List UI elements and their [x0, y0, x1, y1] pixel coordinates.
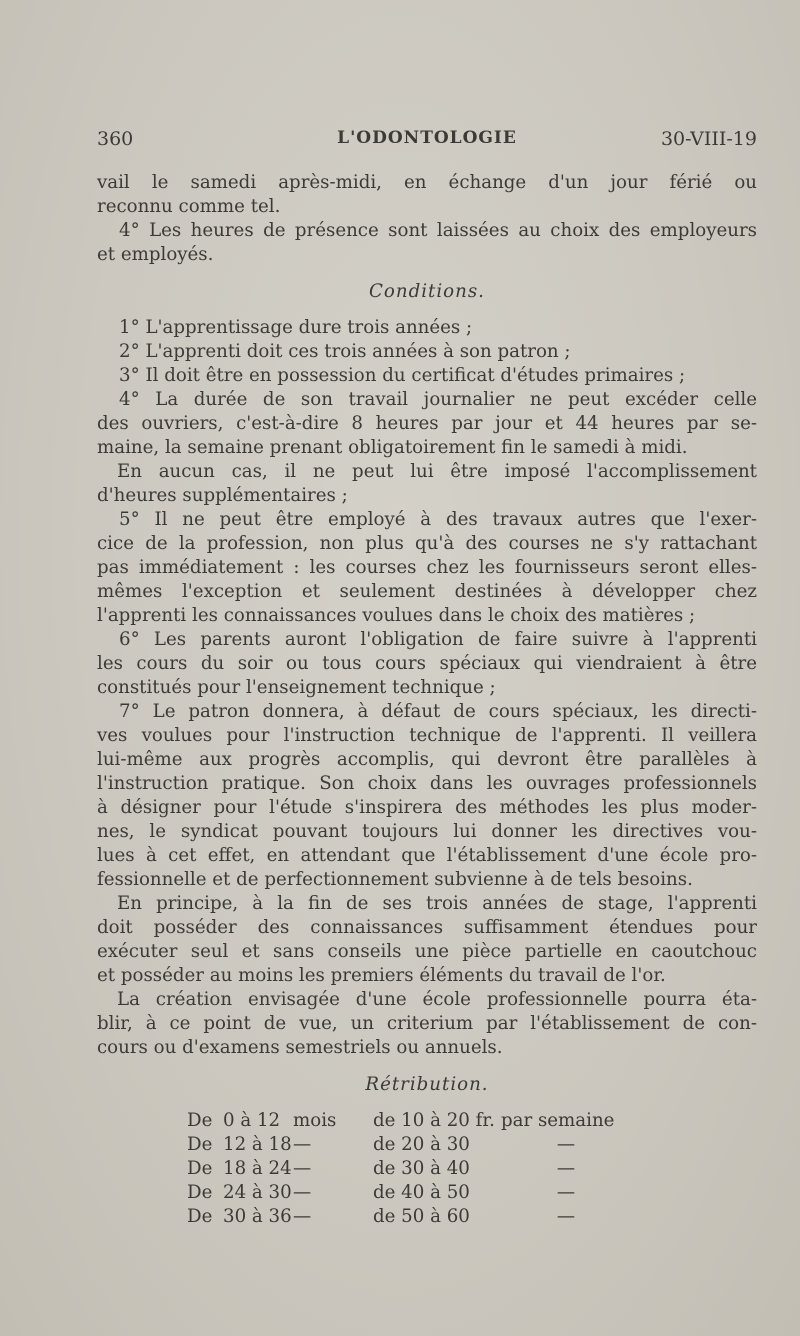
cell-francs: de 40 à 50	[373, 1182, 470, 1203]
cell-francs: de 20 à 30	[373, 1134, 470, 1155]
text-line: mêmes l'exception et seulement destinées à développer chez	[97, 581, 757, 602]
cell-mois: —	[293, 1158, 312, 1179]
table-row	[187, 1205, 757, 1229]
text-line: 4° Les heures de présence sont laissées au choix des employeurs	[119, 220, 757, 241]
conditions-heading: Conditions.	[369, 281, 485, 302]
text-line: à désigner pour l'étude s'inspirera des méthodes les plus moder-	[97, 797, 757, 818]
text-line: reconnu comme tel.	[97, 196, 281, 217]
text-line: blir, à ce point de vue, un criterium par l'établissement de con-	[97, 1013, 757, 1034]
text-line: d'heures supplémentaires ;	[97, 485, 348, 506]
text-line: l'instruction pratique. Son choix dans les ouvrages professionnels	[97, 773, 757, 794]
text-line: lues à cet effet, en attendant que l'établissement d'une école pro-	[97, 845, 757, 866]
cell-months: 24 à 30	[223, 1182, 292, 1203]
cell-unit: —	[556, 1206, 576, 1227]
cell-de: De	[187, 1110, 213, 1131]
text-line: 4° La durée de son travail journalier ne peut excéder celle	[119, 389, 757, 410]
text-line: 6° Les parents auront l'obligation de faire suivre à l'apprenti	[119, 629, 757, 650]
text-line: exécuter seul et sans conseils une pièce partielle en caoutchouc	[97, 941, 757, 962]
text-line: constitués pour l'enseignement technique ;	[97, 677, 496, 698]
text-line: fessionnelle et de perfectionnement subvienne à de tels besoins.	[97, 869, 693, 890]
cell-unit: par semaine	[501, 1110, 615, 1131]
cell-francs: de 50 à 60	[373, 1206, 470, 1227]
text-line: 7° Le patron donnera, à défaut de cours spéciaux, les directi-	[119, 701, 757, 722]
cell-mois: mois	[293, 1110, 337, 1131]
text-line: l'apprenti les connaissances voulues dans le choix des matières ;	[97, 605, 696, 626]
cell-months: 12 à 18	[223, 1134, 292, 1155]
text-line: 5° Il ne peut être employé à des travaux autres que l'exer-	[119, 509, 757, 530]
journal-title: L'ODONTOLOGIE	[337, 128, 517, 148]
text-line: cice de la profession, non plus qu'à des courses ne s'y rattachant	[97, 533, 757, 554]
text-line: vail le samedi après-midi, en échange d'un jour férié ou	[97, 172, 757, 193]
text-line: et posséder au moins les premiers éléments du travail de l'or.	[97, 965, 666, 986]
cell-de: De	[187, 1182, 213, 1203]
cell-months: 30 à 36	[223, 1206, 292, 1227]
cell-months: 18 à 24	[223, 1158, 292, 1179]
page-body	[97, 171, 757, 1229]
cell-de: De	[187, 1134, 213, 1155]
cell-francs: de 10 à 20 fr.	[373, 1110, 495, 1131]
cell-mois: —	[293, 1206, 312, 1227]
text-line: En principe, à la fin de ses trois années de stage, l'apprenti	[117, 893, 757, 914]
table-row	[187, 1109, 757, 1133]
running-header	[97, 128, 757, 156]
condition-3: 3° Il doit être en possession du certificat d'études primaires ;	[119, 365, 686, 386]
text-line: ves voulues pour l'instruction technique de l'apprenti. Il veillera	[97, 725, 757, 746]
text-line: pas immédiatement : les courses chez les fournisseurs seront elles-	[97, 557, 757, 578]
table-row	[187, 1133, 757, 1157]
cell-unit: —	[556, 1182, 576, 1203]
condition-1: 1° L'apprentissage dure trois années ;	[119, 317, 473, 338]
text-line: doit posséder des connaissances suffisamment étendues pour	[97, 917, 757, 938]
text-line: lui-même aux progrès accomplis, qui devront être parallèles à	[97, 749, 757, 770]
cell-unit: —	[556, 1134, 576, 1155]
retribution-heading: Rétribution.	[365, 1074, 489, 1095]
text-line: cours ou d'examens semestriels ou annuels.	[97, 1037, 503, 1058]
retribution-table	[187, 1109, 757, 1229]
text-line: nes, le syndicat pouvant toujours lui donner les directives vou-	[97, 821, 757, 842]
text-line: La création envisagée d'une école professionnelle pourra éta-	[117, 989, 757, 1010]
cell-de: De	[187, 1158, 213, 1179]
table-row	[187, 1181, 757, 1205]
condition-2: 2° L'apprenti doit ces trois années à son patron ;	[119, 341, 571, 362]
issue-date: 30-VIII-19	[660, 128, 757, 150]
text-line: En aucun cas, il ne peut lui être imposé l'accomplissement	[117, 461, 757, 482]
cell-de: De	[187, 1206, 213, 1227]
cell-mois: —	[293, 1182, 312, 1203]
text-line: maine, la semaine prenant obligatoirement fin le samedi à midi.	[97, 437, 688, 458]
text-line: des ouvriers, c'est-à-dire 8 heures par jour et 44 heures par se-	[97, 413, 757, 434]
cell-months: 0 à 12	[223, 1110, 281, 1131]
table-row	[187, 1157, 757, 1181]
cell-unit: —	[556, 1158, 576, 1179]
text-line: et employés.	[97, 244, 214, 265]
cell-francs: de 30 à 40	[373, 1158, 470, 1179]
cell-mois: —	[293, 1134, 312, 1155]
text-line: les cours du soir ou tous cours spéciaux qui viendraient à être	[97, 653, 757, 674]
page-number: 360	[97, 128, 134, 150]
